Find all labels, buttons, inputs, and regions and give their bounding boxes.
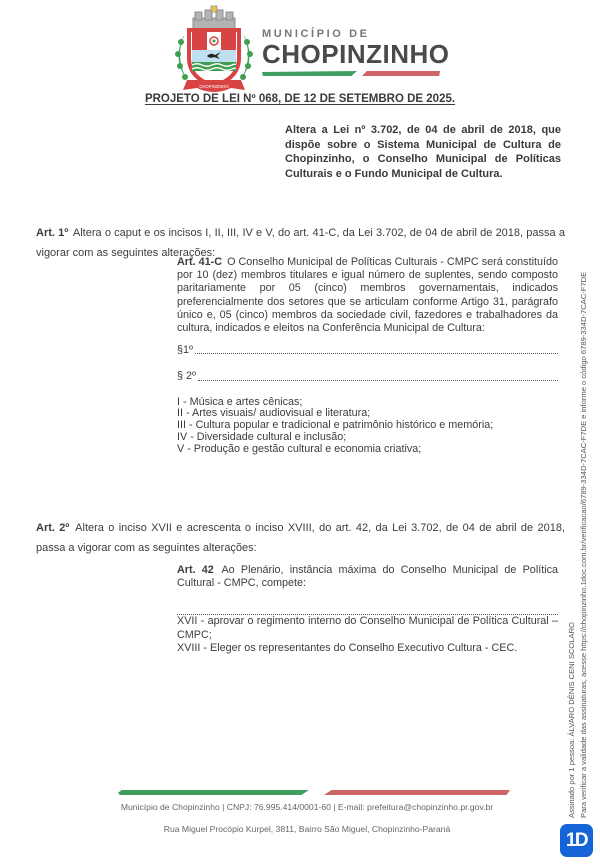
footer-address-line: Rua Miguel Procópio Kurpel, 3811, Bairro São Miguel, Chopinzinho-Paraná (163, 824, 451, 834)
article-2-lead: Art. 2º (36, 522, 70, 534)
ementa-summary: Altera a Lei nº 3.702, de 04 de abril de 2018, que dispõe sobre o Sistema Municipal de Cultura de Chopinzinho, o Conselho Municipal de Políticas Culturais e o Fundo Municipal de Cultura. (285, 124, 561, 180)
document-title: PROJETO DE LEI Nº 068, DE 12 DE SETEMBRO DE 2025. (144, 93, 456, 105)
art-42-body: Ao Plenário, instância máxima do Conselho Municipal de Política Cultural - CMPC, compete: (177, 564, 559, 590)
green-stripe (262, 71, 357, 76)
art-41c-body: O Conselho Municipal de Políticas Culturais - CMPC será constituído por 10 (dez) membros titulares e igual número de suplentes, sendo composto paritariamente por 05 (cinco) membros governamentais, indicados preferencialmente dos setores que se articulam conforme Artigo 31, parágrafo único e, 05 (cinco) membros da sociedade civil, fazedores e trabalhadores da cultura, indicados e eleitos na Conferência Municipal de Cultura: (177, 256, 558, 335)
footer-brand-stripes (118, 790, 510, 795)
green-stripe (118, 790, 309, 795)
shield (189, 30, 239, 86)
signature-sidebar (566, 238, 590, 818)
red-stripe (362, 71, 440, 76)
inciso-item: III - Cultura popular e tradicional e patrimônio histórico e memória; (177, 419, 494, 432)
dotted-leader (195, 344, 558, 354)
org-label: MUNICÍPIO DE (262, 28, 370, 40)
quote-art-42 (177, 564, 558, 655)
inciso-item: IV - Diversidade cultural e inclusão; (177, 431, 347, 444)
inciso-xviii: XVIII - Eleger os representantes do Conselho Executivo Cultura - CEC. (177, 641, 518, 654)
paragraph-2-leader (177, 370, 558, 383)
article-1-body: Altera o caput e os incisos I, II, III, IV e V, do art. 41-C, da Lei 3.702, de 04 de abril de 2018, passa a vigorar com as seguintes alterações: (36, 227, 565, 259)
art-42-caput (177, 564, 558, 590)
signature-signed-line: Assinado por 1 pessoa: ÁLVARO DÊNIS CENI SCOLARO (567, 622, 576, 818)
ribbon-banner (183, 80, 245, 92)
art-42-lead: Art. 42 (177, 564, 214, 576)
dotted-leader (198, 370, 558, 380)
org-identity (262, 28, 452, 76)
article-2 (36, 518, 565, 558)
footer-contact-line: Município de Chopinzinho | CNPJ: 76.995.414/0001-60 | E-mail: prefeitura@chopinzinho.pr.gov.br (120, 802, 494, 812)
municipality-crest-icon (169, 4, 259, 96)
article-2-body: Altera o inciso XVII e acrescenta o inciso XVIII, do art. 42, da Lei 3.702, de 04 de abril de 2018, passa a vigorar com as seguintes alterações: (36, 522, 566, 554)
red-stripe (324, 790, 510, 795)
inciso-item: II - Artes visuais/ audiovisual e literatura; (177, 407, 371, 420)
art-41c-lead: Art. 41-C (177, 256, 223, 268)
inciso-xvii: XVII - aprovar o regimento interno do Conselho Municipal de Política Cultural – CMPC; (177, 615, 558, 641)
signature-verify-line: Para verificar a validade das assinaturas, acesse https://chopinzinho.1doc.com.br/verificacao/6789-334D-7CAC-F7DE e informe o código 6789-334D-7CAC-F7DE (579, 271, 588, 818)
inciso-item: V - Produção e gestão cultural e economia criativa; (177, 442, 422, 455)
dotted-divider (177, 603, 558, 615)
paragraph-2-label: § 2º (177, 370, 196, 383)
brand-stripes (262, 71, 440, 76)
article-1-lead: Art. 1º (36, 227, 69, 239)
quote-art-41c (177, 256, 558, 456)
paragraph-1-label: §1º (177, 344, 193, 357)
ribbon-text: CHOPINZINHO (199, 84, 229, 89)
art-41c-caput (177, 256, 558, 335)
onedoc-logo-icon: 1D (560, 824, 593, 857)
incisos-list (177, 397, 558, 456)
mural-crown (193, 6, 235, 30)
org-name: CHOPINZINHO (262, 39, 450, 69)
paragraph-1-leader (177, 344, 558, 357)
inciso-item: I - Música e artes cênicas; (177, 395, 303, 408)
